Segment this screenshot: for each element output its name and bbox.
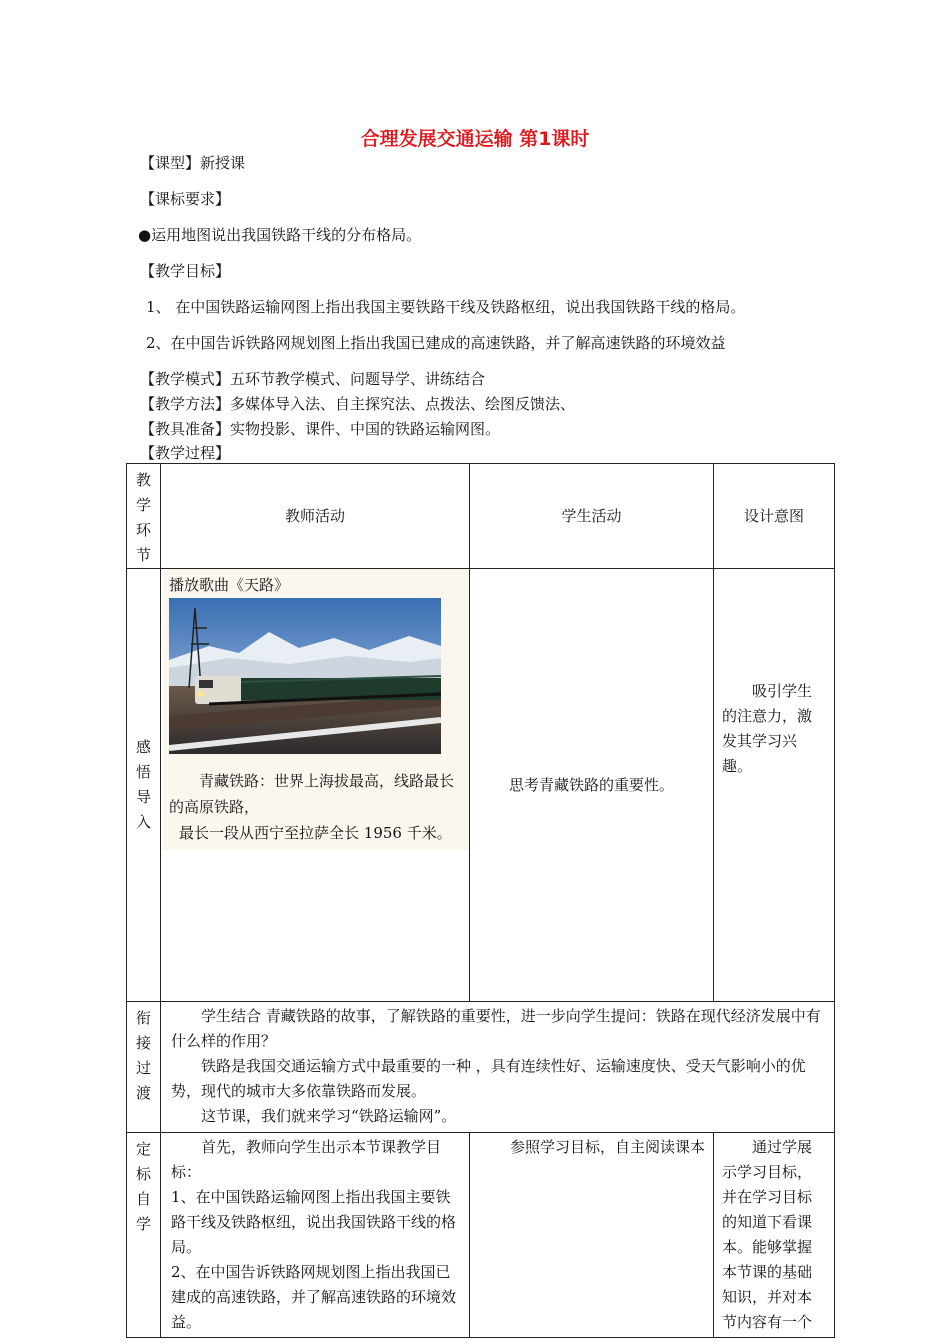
stage-cell: 衔 接 过 渡 bbox=[127, 1002, 161, 1133]
process-label: 【教学过程】 bbox=[140, 444, 231, 462]
doc-title: 合理发展交通运输 第1课时 bbox=[360, 128, 590, 150]
goals-intro: 首先，教师向学生出示本节课教学目标： bbox=[171, 1138, 442, 1181]
table-header-row bbox=[127, 464, 835, 569]
header-design: 设计意图 bbox=[714, 464, 835, 569]
goal-1: 1、 在中国铁路运输网图上指出我国主要铁路干线及铁路枢纽，说出我国铁路干线的格局。 bbox=[146, 298, 746, 316]
standard-req-item: ●运用地图说出我国铁路干线的分布格局。 bbox=[138, 226, 422, 244]
standard-req-label: 【课标要求】 bbox=[140, 190, 231, 208]
teacher-cell bbox=[161, 1133, 470, 1338]
student-cell: 思考青藏铁路的重要性。 bbox=[470, 569, 714, 1002]
teaching-tools: 【教具准备】实物投影、课件、中国的铁路运输网图。 bbox=[140, 420, 501, 438]
process-table bbox=[126, 463, 835, 1338]
table-row bbox=[127, 1002, 835, 1133]
transition-p3: 这节课，我们就来学习“铁路运输网”。 bbox=[201, 1107, 457, 1125]
goal-item-2: 2、在中国告诉铁路网规划图上指出我国已建成的高速铁路，并了解高速铁路的环境效益。 bbox=[171, 1263, 457, 1331]
train-photo-image bbox=[169, 598, 441, 754]
train-photo bbox=[169, 598, 441, 754]
student-cell: 参照学习目标，自主阅读课本 bbox=[470, 1133, 714, 1338]
qt-desc-2: 最长一段从西宁至拉萨全长 1956 千米。 bbox=[179, 824, 452, 842]
song-label: 播放歌曲《天路》 bbox=[169, 576, 290, 594]
header-student: 学生活动 bbox=[470, 464, 714, 569]
header-stage: 教 学 环 节 bbox=[127, 464, 161, 569]
teaching-mode: 【教学模式】五环节教学模式、问题导学、讲练结合 bbox=[140, 370, 486, 388]
table-row bbox=[127, 1133, 835, 1338]
design-cell: 通过学展示学习目标，并在学习目标的知道下看课本。能够掌握本节课的基础知识，并对本节内容有一个 bbox=[714, 1133, 835, 1338]
stage-cell: 定 标 自 学 bbox=[127, 1133, 161, 1338]
transition-cell bbox=[161, 1002, 835, 1133]
stage-cell: 感 悟 导 入 bbox=[127, 569, 161, 1002]
qt-desc-1: 青藏铁路：世界上海拔最高，线路最长的高原铁路， bbox=[169, 772, 455, 816]
goal-2: 2、在中国告诉铁路网规划图上指出我国已建成的高速铁路，并了解高速铁路的环境效益 bbox=[146, 334, 726, 352]
photo-block bbox=[163, 569, 469, 850]
goal-item-1: 1、在中国铁路运输网图上指出我国主要铁路干线及铁路枢纽，说出我国铁路干线的格局。 bbox=[171, 1188, 457, 1256]
design-cell: 吸引学生的注意力，激发其学习兴趣。 bbox=[714, 569, 835, 1002]
goals-label: 【教学目标】 bbox=[140, 262, 231, 280]
teacher-cell bbox=[161, 569, 470, 1002]
transition-p2: 铁路是我国交通运输方式中最重要的一种 ，具有连续性好、运输速度快、受天气影响小的优势，现代的城市大多依靠铁路而发展。 bbox=[171, 1057, 806, 1100]
table-row bbox=[127, 569, 835, 1002]
header-teacher: 教师活动 bbox=[161, 464, 470, 569]
transition-p1: 学生结合 青藏铁路的故事，了解铁路的重要性，进一步向学生提问：铁路在现代经济发展中有什么样的作用？ bbox=[171, 1007, 821, 1050]
course-type: 【课型】新授课 bbox=[140, 154, 246, 172]
teaching-method: 【教学方法】多媒体导入法、自主探究法、点拨法、绘图反馈法、 bbox=[140, 395, 576, 413]
